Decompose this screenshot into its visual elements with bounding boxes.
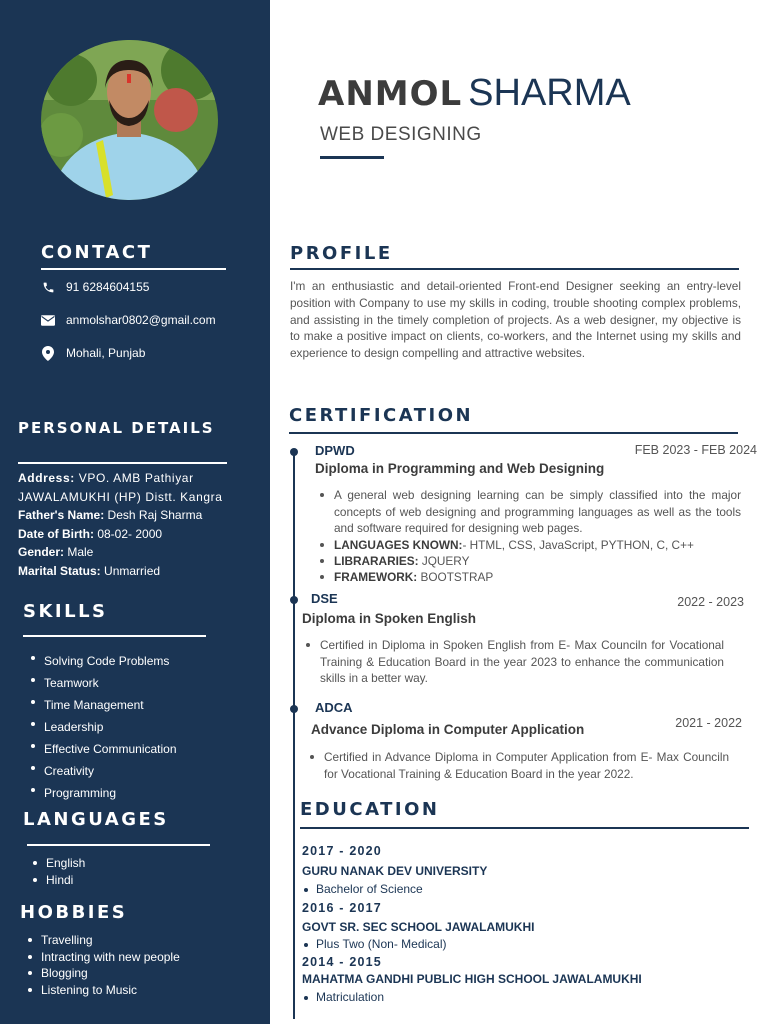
hobbies-list (25, 932, 180, 998)
first-name: ANMOL (318, 74, 463, 114)
location-text: Mohali, Punjab (66, 346, 146, 360)
skill-item: Teamwork (28, 672, 177, 694)
hobby-item: Travelling (25, 932, 180, 949)
education-degree: Bachelor of Science (302, 882, 423, 896)
cert-details (316, 487, 741, 585)
personal-details (18, 469, 263, 580)
personal-details-divider (18, 462, 227, 464)
profile-photo (41, 40, 218, 200)
profile-divider (290, 268, 739, 270)
skills-divider (23, 635, 206, 637)
profile-heading: PROFILE (290, 243, 393, 264)
job-title: WEB DESIGNING (320, 124, 482, 145)
cert-code: ADCA (315, 700, 353, 715)
contact-location (40, 346, 145, 360)
education-years: 2017 - 2020 (302, 844, 382, 858)
personal-details-heading: PERSONAL DETAILS (18, 419, 215, 437)
hobby-item: Intracting with new people (25, 949, 180, 966)
framework-row (316, 569, 741, 585)
education-school: GURU NANAK DEV UNIVERSITY (302, 864, 488, 878)
hobbies-heading: HOBBIES (20, 902, 128, 923)
address-label: Address: (18, 471, 75, 485)
contact-email (40, 313, 216, 327)
skills-heading: SKILLS (23, 601, 108, 622)
education-school: MAHATMA GANDHI PUBLIC HIGH SCHOOL JAWALAMUKHI (302, 972, 642, 986)
timeline-dot (290, 448, 298, 456)
language-item: Hindi (30, 872, 85, 889)
skill-item: Programming (28, 782, 177, 804)
gender-row (18, 543, 263, 562)
cert-title: Diploma in Spoken English (302, 611, 477, 626)
dob-row (18, 525, 263, 544)
skill-item: Solving Code Problems (28, 650, 177, 672)
father-name-value: Desh Raj Sharma (104, 508, 203, 522)
languages-divider (27, 844, 210, 846)
cert-date: 2022 - 2023 (677, 595, 744, 609)
contact-divider (41, 268, 226, 270)
languages-heading: LANGUAGES (23, 809, 169, 830)
framework-label: FRAMEWORK: (334, 569, 418, 584)
cert-details (306, 749, 729, 782)
phone-icon (40, 280, 56, 294)
address-row (18, 469, 263, 506)
education-divider (300, 827, 749, 829)
certification-divider (289, 432, 738, 434)
father-name-label: Father's Name: (18, 508, 105, 522)
education-degree: Plus Two (Non- Medical) (302, 937, 447, 951)
education-degree: Matriculation (302, 990, 384, 1004)
education-years: 2014 - 2015 (302, 955, 382, 969)
father-name-row (18, 506, 263, 525)
mail-icon (40, 313, 56, 327)
contact-heading: CONTACT (41, 242, 153, 263)
cert-date: 2021 - 2022 (675, 716, 742, 730)
cert-details (302, 637, 724, 687)
marital-status-value: Unmarried (100, 563, 161, 578)
phone-number[interactable]: 91 6284604155 (66, 280, 150, 294)
education-years: 2016 - 2017 (302, 901, 382, 915)
candidate-name (318, 72, 631, 115)
certification-heading: CERTIFICATION (289, 405, 474, 426)
last-name: SHARMA (468, 72, 631, 114)
dob-value: 08-02- 2000 (94, 526, 163, 541)
hobby-item: Blogging (25, 965, 180, 982)
skill-item: Creativity (28, 760, 177, 782)
languages-list (30, 855, 85, 889)
education-heading: EDUCATION (300, 799, 440, 820)
languages-known-label: LANGUAGES KNOWN: (334, 537, 463, 552)
languages-known-value: - HTML, CSS, JavaScript, PYTHON, C, C++ (462, 537, 694, 552)
skill-item: Leadership (28, 716, 177, 738)
dob-label: Date of Birth: (18, 526, 94, 541)
profile-summary: I'm an enthusiastic and detail-oriented Front-end Designer seeking an entry-level position with Company to use my skills in coding, trouble shooting complex problems, and assisting in the timely completion of projects. As a web designer, my objective is to make a positive impact on clients, co-workers, and the Internet using my skills and experience to design compelling and attractive websites. (290, 279, 741, 361)
cert-title: Advance Diploma in Computer Application (311, 722, 585, 737)
framework-value: BOOTSTRAP (417, 569, 494, 584)
cert-date: FEB 2023 - FEB 2024 (634, 443, 757, 457)
timeline-dot (290, 705, 298, 713)
education-school: GOVT SR. SEC SCHOOL JAWALAMUKHI (302, 920, 535, 934)
libraries-value: JQUERY (418, 553, 470, 568)
gender-value: Male (64, 545, 94, 559)
cert-description: Certified in Diploma in Spoken English from E- Max Counciln for Vocational Training & Education Board in the year 2023 to enhance the communication skills in a better way. (302, 637, 724, 687)
location-pin-icon (40, 346, 56, 360)
cert-code: DPWD (315, 443, 355, 458)
skills-list (28, 650, 177, 804)
cert-description: Certified in Advance Diploma in Computer Application from E- Max Counciln for Vocational Training & Education Board in the year 2022. (306, 749, 729, 782)
marital-status-row (18, 562, 263, 581)
cert-description: A general web designing learning can be simply classified into the major concepts of web designing and programming languages as well as the tools and software required for designing web pages. (316, 487, 741, 537)
gender-label: Gender: (18, 545, 65, 559)
sidebar (0, 0, 270, 1024)
skill-item: Effective Communication (28, 738, 177, 760)
language-item: English (30, 855, 85, 872)
timeline-line (293, 449, 295, 1019)
contact-phone (40, 280, 149, 294)
address-value: VPO. AMB Pathiyar JAWALAMUKHI (HP) Distt. Kangra (18, 471, 223, 504)
cert-title: Diploma in Programming and Web Designing (315, 461, 605, 476)
email-address[interactable]: anmolshar0802@gmail.com (66, 313, 216, 327)
languages-known-row (316, 537, 741, 553)
timeline-dot (290, 596, 298, 604)
libraries-row (316, 553, 741, 569)
marital-status-label: Marital Status: (18, 563, 101, 578)
hobby-item: Listening to Music (25, 982, 180, 999)
cert-code: DSE (311, 591, 338, 606)
libraries-label: LIBRARARIES: (334, 553, 419, 568)
title-underline (320, 156, 384, 159)
skill-item: Time Management (28, 694, 177, 716)
